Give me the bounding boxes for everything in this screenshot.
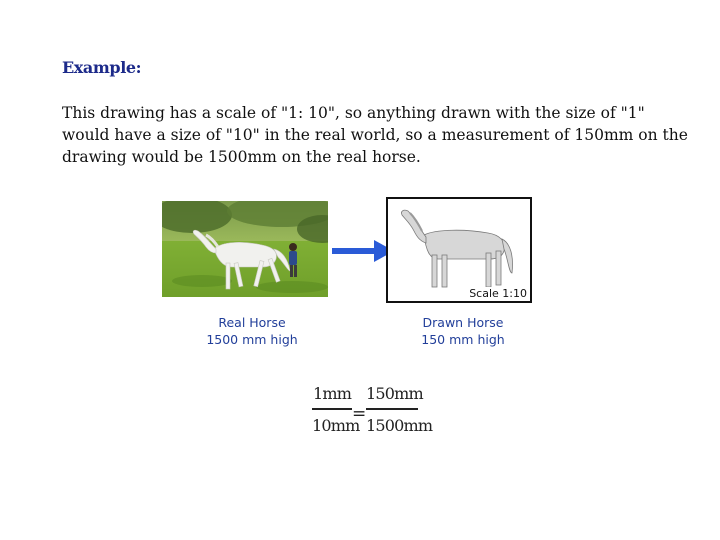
left-numerator: 1mm	[312, 384, 352, 403]
drawn-horse-frame	[386, 197, 532, 303]
fraction-bar	[366, 408, 418, 410]
explanation-paragraph: This drawing has a scale of "1: 10", so anything drawn with the size of "1" would have a size of "10" in the real world, so a measurement of 150mm on the drawing would be 1500mm on the real horse.	[62, 104, 688, 166]
fraction-bar	[312, 408, 352, 410]
real-horse-height: 1500 mm high	[206, 332, 298, 347]
left-denominator: 10mm	[312, 416, 360, 435]
right-denominator: 1500mm	[366, 416, 433, 435]
real-horse-caption	[182, 314, 322, 348]
ratio-equation	[312, 378, 433, 450]
example-heading: Example:	[62, 58, 142, 77]
real-horse-title: Real Horse	[218, 315, 286, 330]
right-fraction	[366, 382, 433, 438]
drawn-horse-illustration	[388, 199, 530, 301]
equals-sign: =	[352, 404, 367, 424]
right-numerator: 150mm	[366, 384, 423, 403]
scale-label: Scale 1:10	[469, 287, 527, 300]
drawn-horse-height: 150 mm high	[421, 332, 505, 347]
drawn-horse-caption	[393, 314, 533, 348]
drawn-horse-title: Drawn Horse	[422, 315, 504, 330]
left-fraction	[312, 382, 360, 438]
real-horse-photo	[162, 201, 328, 297]
